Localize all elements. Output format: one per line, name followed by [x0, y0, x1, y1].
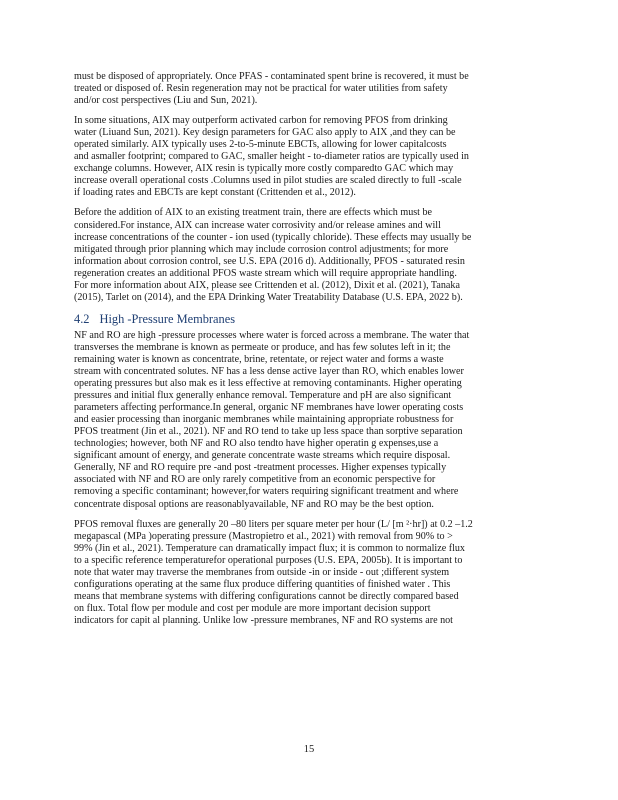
- text-line: if loading rates and EBCTs are kept constant (Crittenden et al., 2012).: [74, 187, 356, 199]
- text-line: (2015), Tarlet on (2014), and the EPA Drinking Water Treatability Database (U.S. EPA, 2022 b).: [74, 291, 463, 303]
- section-number: 4.2: [74, 311, 90, 326]
- text-line: pressures and initial flux generally enhance removal. Temperature and pH are also significant: [74, 390, 452, 402]
- text-line: note that water may traverse the membranes from outside -in or inside - out ;different system: [74, 566, 450, 578]
- text-line: PFOS treatment (Jin et al., 2021). NF and RO tend to take up less space than sorptive separation: [74, 426, 463, 438]
- text-line: mitigated through prior planning which may include corrosion control adjustments; for more: [74, 243, 449, 255]
- text-line: technologies; however, both NF and RO also tendto have higher operatin g expenses,use a: [74, 438, 439, 450]
- text-line: regeneration creates an additional PFOS waste stream which will require appropriate handling.: [74, 267, 457, 279]
- text-line: water (Liuand Sun, 2021). Key design parameters for GAC also apply to AIX ,and they can be: [74, 127, 456, 139]
- page-body: [74, 71, 540, 635]
- text-line: increase overall operational costs .Columns used in pilot studies are scaled directly to full -scale: [74, 175, 462, 187]
- text-line: megapascal (MPa )operating pressure (Mastropietro et al., 2021) with removal from 90% to >: [74, 530, 453, 542]
- text-line: PFOS removal fluxes are generally 20 –80 liters per square meter per hour (L/ [m ²·hr]) at 0.2 –1.2: [74, 518, 473, 530]
- section-heading: [74, 312, 540, 327]
- text-line: For more information about AIX, please see Crittenden et al. (2012), Dixit et al. (2021), Tanaka: [74, 279, 460, 291]
- text-line: must be disposed of appropriately. Once PFAS - contaminated spent brine is recovered, it must be: [74, 71, 469, 82]
- text-line: operated similarly. AIX typically uses 2-to-5-minute EBCTs, allowing for lower capitalcosts: [74, 139, 447, 151]
- page-number: 15: [303, 744, 315, 755]
- text-line: NF and RO are high -pressure processes where water is forced across a membrane. The water that: [74, 329, 470, 341]
- text-line: treated or disposed of. Resin regeneration may not be practical for water utilities from safety: [74, 83, 448, 95]
- paragraph-aix-effects: [74, 207, 540, 303]
- text-line: In some situations, AIX may outperform activated carbon for removing PFOS from drinking: [74, 115, 448, 127]
- text-line: exchange columns. However, AIX resin is typically more costly comparedto GAC which may: [74, 163, 454, 175]
- text-line: increase concentrations of the counter - ion used (typically chloride). These effects may usually be: [74, 231, 472, 243]
- paragraph-pfos-fluxes: [74, 519, 540, 627]
- text-line: transverses the membrane is known as permeate or produce, and has few solutes left in it; the: [74, 341, 451, 353]
- text-line: operating pressures but also mak es it less effective at removing contaminants. Higher operating: [74, 378, 462, 390]
- text-line: considered.For instance, AIX can increase water corrosivity and/or release amines and will: [74, 219, 441, 231]
- section-title: High -Pressure Membranes: [99, 311, 236, 326]
- text-line: information about corrosion control, see U.S. EPA (2016 d). Additionally, PFOS - saturated resin: [74, 255, 465, 267]
- text-line: parameters affecting performance.In general, organic NF membranes have lower operating costs: [74, 402, 464, 414]
- text-line: significant amount of energy, and generate concentrate waste streams which require disposal.: [74, 450, 451, 462]
- text-line: and asmaller footprint; compared to GAC, smaller height - to-diameter ratios are typically used in: [74, 151, 469, 163]
- text-line: configurations operating at the same flux produce differing quantities of finished water . This: [74, 578, 451, 590]
- text-line: and/or cost perspectives (Liu and Sun, 2021).: [74, 95, 258, 107]
- text-line: removing a specific contaminant; however,for waters requiring significant treatment and where: [74, 486, 459, 498]
- text-line: Before the addition of AIX to an existing treatment train, there are effects which must be: [74, 207, 433, 219]
- text-line: on flux. Total flow per module and cost per module are more important decision support: [74, 602, 431, 614]
- paragraph-nf-ro-overview: [74, 330, 540, 511]
- text-line: remaining water is known as concentrate, brine, retentate, or reject water and forms a waste: [74, 353, 444, 365]
- paragraph-aix-vs-carbon: [74, 115, 540, 199]
- paragraph-resin-disposal: [74, 71, 540, 107]
- text-line: means that membrane systems with differing configurations cannot be directly compared based: [74, 590, 459, 602]
- text-line: associated with NF and RO are only rarely competitive from an economic perspective for: [74, 474, 436, 486]
- text-line: and easier processing than inorganic membranes while maintaining appropriate robustness for: [74, 414, 454, 426]
- text-line: indicators for capit al planning. Unlike low -pressure membranes, NF and RO systems are not: [74, 614, 453, 626]
- text-line: to a specific reference temperaturefor operational purposes (U.S. EPA, 2005b). It is important to: [74, 554, 463, 566]
- text-line: 99% (Jin et al., 2021). Temperature can dramatically impact flux; it is common to normalize flux: [74, 542, 465, 554]
- text-line: stream with concentrated solutes. NF has a less dense active layer than RO, which enables lower: [74, 365, 464, 377]
- text-line: concentrate disposal options are reasonablyavailable, NF and RO may be the best option.: [74, 498, 434, 510]
- text-line: Generally, NF and RO require pre -and post -treatment processes. Higher expenses typically: [74, 462, 447, 474]
